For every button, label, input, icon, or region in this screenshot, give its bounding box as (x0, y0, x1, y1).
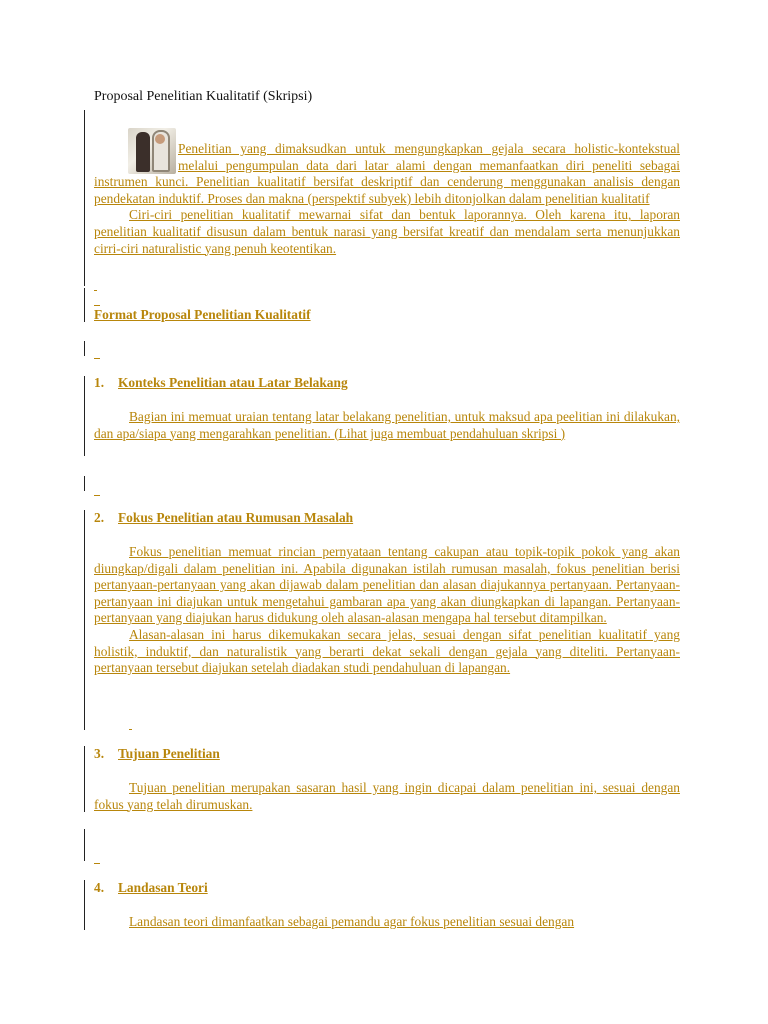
section-number: 1. (94, 375, 105, 390)
section-paragraph[interactable]: Landasan teori dimanfaatkan sebagai pemandu agar fokus penelitian sesuai dengan (129, 914, 575, 929)
empty-paragraph-marker (129, 718, 132, 730)
empty-paragraph-marker (94, 484, 100, 496)
intro-paragraph-1: Penelitian yang dimaksudkan untuk mengungkapkan gejala secara holistic-kontekstual melalui pengumpulan data dari latar alami dengan memanfaatkan diri peneliti sebagai instrumen kunci. Penelitian kualitatif bersifat deskriptif dan cenderung menggunakan analisis dengan pendekatan induktif. Proses dan makna (perspektif subyek) lebih ditonjolkan dalam penelitian kualitatif (94, 141, 680, 206)
section-body[interactable] (94, 544, 680, 677)
section-title: Konteks Penelitian atau Latar Belakang (118, 375, 348, 390)
change-bar (84, 110, 85, 286)
change-bar (84, 880, 85, 930)
researchers-photo-icon (128, 128, 176, 174)
section-number: 4. (94, 880, 105, 895)
change-bar (84, 510, 85, 730)
format-heading[interactable]: Format Proposal Penelitian Kualitatif (94, 307, 311, 322)
change-bar (84, 476, 85, 491)
change-bar (84, 829, 85, 861)
change-bar (84, 288, 85, 322)
document-title: Proposal Penelitian Kualitatif (Skripsi) (94, 89, 313, 104)
section-heading[interactable] (94, 510, 353, 526)
empty-paragraph-marker (94, 294, 100, 306)
section-heading[interactable] (94, 880, 208, 896)
empty-paragraph-marker (94, 279, 97, 291)
section-title: Landasan Teori (118, 880, 208, 895)
section-paragraph: Alasan-alasan ini harus dikemukakan secara jelas, sesuai dengan sifat penelitian kualitatif yang holistik, induktif, dan naturalistik yang berarti dekat sekali dengan gejala yang diteliti. Pertanyaan-pertanyaan tersebut diajukan setelah diadakan studi pendahuluan di lapangan. (94, 626, 680, 676)
section-number: 3. (94, 746, 105, 761)
section-title: Fokus Penelitian atau Rumusan Masalah (118, 510, 354, 525)
section-number: 2. (94, 510, 105, 525)
empty-paragraph-marker (94, 347, 100, 359)
change-bar (84, 746, 85, 812)
intro-paragraph-2: Ciri-ciri penelitian kualitatif mewarnai sifat dan bentuk laporannya. Oleh karena itu, laporan penelitian kualitatif disusun dalam bentuk narasi yang bersifat kreatif dan mendalam serta menunjukkan cirri-ciri naturalistic yang penuh keotentikan. (94, 207, 680, 256)
section-title: Tujuan Penelitian (118, 746, 220, 761)
section-paragraph: Fokus penelitian memuat rincian pernyataan tentang cakupan atau topik-topik pokok yang akan diungkap/digali dalam penelitian ini. Apabila digunakan istilah rumusan masalah, fokus penelitian berisi pertanyaan-pertanyaan yang akan dijawab dalam penelitian dan alasan diajukannya pertanyaan. Pertanyaan-pertanyaan ini diajukan untuk mengetahui gambaran apa yang akan diungkapkan di lapangan. Pertanyaan-pertanyaan yang diajukan harus didukung oleh alasan-alasan mengapa hal tersebut ditampilkan. (94, 544, 680, 626)
section-heading[interactable] (94, 375, 348, 391)
change-bar (84, 376, 85, 456)
section-heading[interactable] (94, 746, 220, 762)
section-paragraph[interactable]: Bagian ini memuat uraian tentang latar belakang penelitian, untuk maksud apa peelitian ini dilakukan, dan apa/siapa yang mengarahkan penelitian. (Lihat juga membuat pendahuluan skripsi ) (94, 409, 680, 441)
section-paragraph[interactable]: Tujuan penelitian merupakan sasaran hasil yang ingin dicapai dalam penelitian ini, sesuai dengan fokus yang telah dirumuskan. (94, 780, 680, 812)
empty-paragraph-marker (94, 852, 100, 864)
change-bar (84, 341, 85, 356)
intro-text[interactable] (94, 141, 680, 257)
